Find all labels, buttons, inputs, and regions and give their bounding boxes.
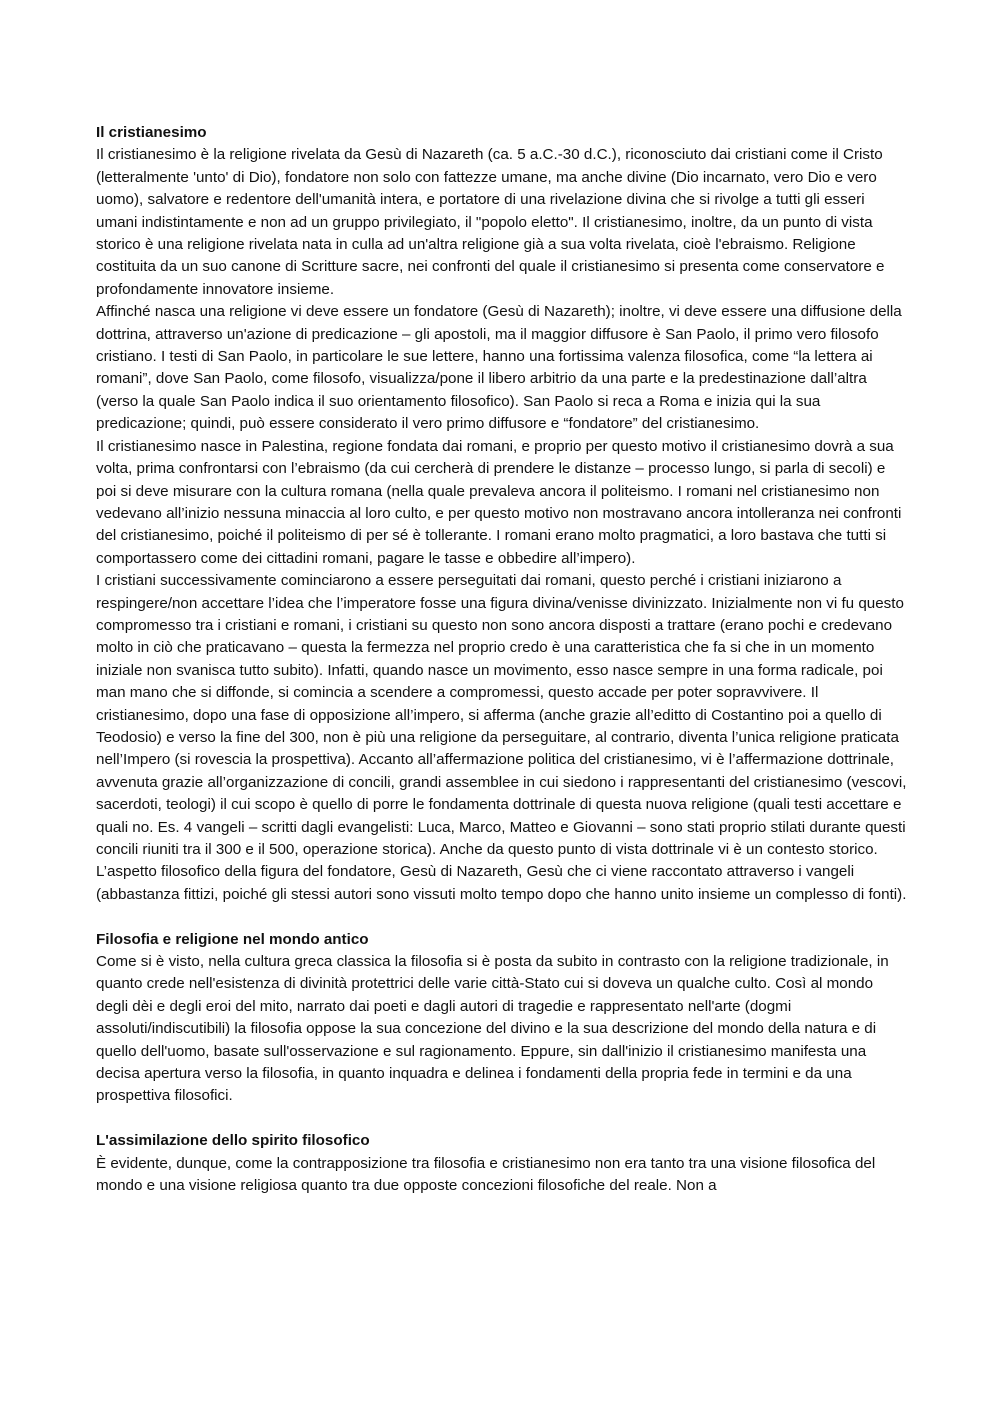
document-page: [96, 122, 908, 1197]
section-title-cristianesimo: Il cristianesimo: [96, 124, 207, 141]
paragraph: Il cristianesimo è la religione rivelata da Gesù di Nazareth (ca. 5 a.C.-30 d.C.), riconosciuto dai cristiani come il Cristo (letteralmente 'unto' di Dio), fondatore non solo con fattezze umane, ma anche divine (Dio incarnato, vero Dio e vero uomo), salvatore e redentore dell'umanità intera, e portatore di una rivelazione divina che si rivolge a tutti gli esseri umani indistintamente e non ad un gruppo privilegiato, il "popolo eletto". Il cristianesimo, inoltre, da un punto di vista storico è una religione rivelata nata in culla ad un'altra religione già a sua volta rivelata, cioè l'ebraismo. Religione costituita da un suo canone di Scritture sacre, nei confronti del quale il cristianesimo si presenta come conservatore e profondamente innovatore insieme.: [96, 146, 885, 298]
paragraph: È evidente, dunque, come la contrapposizione tra filosofia e cristianesimo non era tanto tra una visione filosofica del mondo e una visione religiosa quanto tra due opposte concezioni filosofiche del reale. Non a: [96, 1154, 876, 1195]
paragraph: Affinché nasca una religione vi deve essere un fondatore (Gesù di Nazareth); inoltre, vi deve essere una diffusione della dottrina, attraverso un'azione di predicazione – gli apostoli, ma il maggior diffusore è San Paolo, il primo vero filosofo cristiano. I testi di San Paolo, in particolare le sue lettere, hanno una fortissima valenza filosofica, come “la lettera ai romani”, dove San Paolo, come filosofo, visualizza/pone il libero arbitrio da una parte e la predestinazione dall’altra (verso la quale San Paolo indica il suo orientamento filosofico). San Paolo si reca a Roma e inizia qui la sua predicazione; quindi, può essere considerato il vero primo diffusore e “fondatore” del cristianesimo.: [96, 303, 902, 433]
paragraph: I cristiani successivamente cominciarono a essere perseguitati dai romani, questo perché i cristiani iniziarono a respingere/non accettare l’idea che l’imperatore fosse una figura divina/venisse divinizzato. Inizialmente non vi fu questo compromesso tra i cristiani e romani, i cristiani su questo non sono ancora disposti a trattare (erano pochi e credevano molto in ciò che praticavano – questa la fermezza nel proprio credo è una caratteristica che fa si che in un momento iniziale non svanisca tutto subito). Infatti, quando nasce un movimento, esso nasce sempre in una forma radicale, poi man mano che si diffonde, si comincia a scendere a compromessi, questo accade per poter sopravvivere. Il cristianesimo, dopo una fase di opposizione all’impero, si afferma (anche grazie all’editto di Costantino poi a quello di Teodosio) e verso la fine del 300, non è più una religione da perseguitare, al contrario, diventa l’unica religione praticata nell’Impero (si rovescia la prospettiva). Accanto all’affermazione politica del cristianesimo, vi è l’affermazione dottrinale, avvenuta grazie all’organizzazione di concili, grandi assemblee in cui siedono i rappresentanti del cristianesimo (vescovi, sacerdoti, teologi) il cui scopo è quello di porre le fondamenta dottrinale di questa nuova religione (quali testi accettare e quali no. Es. 4 vangeli – scritti dagli evangelisti: Luca, Marco, Matteo e Giovanni – sono stati proprio stilati durante questi concili riuniti tra il 300 e il 500, operazione storica). Anche da questo punto di vista dottrinale vi è un contesto storico. L’aspetto filosofico della figura del fondatore, Gesù di Nazareth, Gesù che ci viene raccontato attraverso i vangeli (abbastanza fittizi, poiché gli stessi autori sono vissuti molto tempo dopo che hanno unito insieme un complesso di fonti).: [96, 572, 907, 903]
paragraph: Come si è visto, nella cultura greca classica la filosofia si è posta da subito in contrasto con la religione tradizionale, in quanto crede nell'esistenza di divinità protettrici delle varie città-Stato cui si doveva un qualche culto. Così al mondo degli dèi e degli eroi del mito, narrato dai poeti e dagli autori di tragedie e rappresentato nell'arte (dogmi assoluti/indiscutibili) la filosofia oppose la sua concezione del divino e la sua descrizione del mondo della natura e di quello dell'uomo, basate sull'osservazione e sul ragionamento. Eppure, sin dall'inizio il cristianesimo manifesta una decisa apertura verso la filosofia, in quanto inquadra e delinea i fondamenti della propria fede in termini e da una prospettiva filosofici.: [96, 953, 889, 1105]
section-spacer: [96, 906, 908, 928]
section-spacer: [96, 1108, 908, 1130]
section-title-filosofia-religione: Filosofia e religione nel mondo antico: [96, 930, 369, 948]
section-title-assimilazione: L'assimilazione dello spirito filosofico: [96, 1132, 370, 1150]
paragraph: Il cristianesimo nasce in Palestina, regione fondata dai romani, e proprio per questo motivo il cristianesimo dovrà a sua volta, prima confrontarsi con l’ebraismo (da cui cercherà di prendere le distanze – processo lungo, si parla di secoli) e poi si deve misurare con la cultura romana (nella quale prevaleva ancora il politeismo. I romani nel cristianesimo non vedevano all’inizio nessuna minaccia al loro culto, e per questo motivo non mostravano ancora intolleranza nei confronti del cristianesimo, poiché il politeismo di per sé è tollerante. I romani erano molto pragmatici, a loro bastava che tutti si comportassero come dei cittadini romani, pagare le tasse e obbedire all’impero).: [96, 437, 902, 567]
